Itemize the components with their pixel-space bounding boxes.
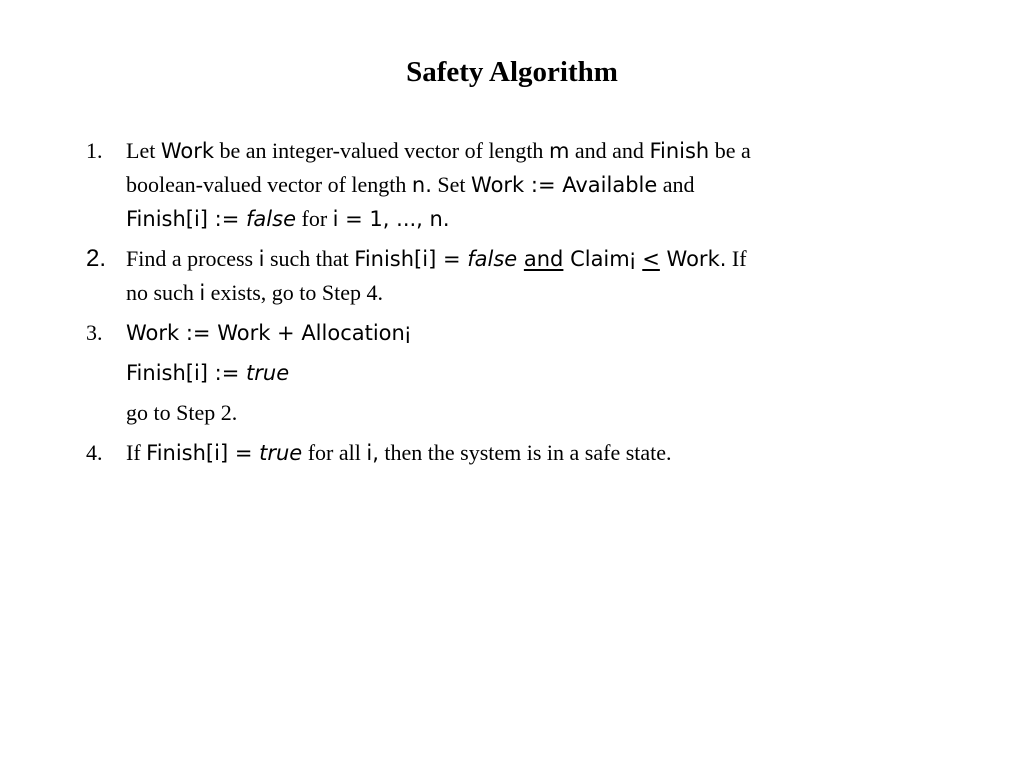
step-number: 4. bbox=[86, 440, 103, 465]
step-3-line-2: Finish[i] := true bbox=[126, 361, 290, 385]
step-4-line-1: If Finish[i] = true for all i, then the system is in a safe state. bbox=[126, 440, 672, 465]
step-2-line-1: Find a process i such that Finish[i] = false and Claim$_i$ < Work. If bbox=[126, 246, 747, 274]
step-number: 1. bbox=[86, 138, 103, 163]
step-1-line-1: Let Work be an integer-valued vector of length m and and Finish be a bbox=[126, 138, 751, 163]
slide-title: Safety Algorithm bbox=[406, 56, 618, 88]
step-2-line-2: no such i exists, go to Step 4. bbox=[126, 280, 384, 305]
step-1 bbox=[86, 134, 966, 236]
step-2 bbox=[86, 242, 966, 310]
step-4 bbox=[86, 436, 966, 470]
step-3-line-3: go to Step 2. bbox=[126, 400, 238, 425]
algorithm-steps bbox=[86, 134, 966, 476]
step-number: 2. bbox=[86, 245, 107, 272]
step-number: 3. bbox=[86, 320, 103, 345]
step-3 bbox=[86, 316, 966, 430]
step-1-line-3: Finish[i] := false for i = 1, ..., n. bbox=[126, 206, 450, 231]
step-3-line-1: Work := Work + Allocation$_i$ bbox=[126, 321, 411, 348]
step-1-line-2: boolean-valued vector of length n. Set Work := Available and bbox=[126, 172, 695, 197]
